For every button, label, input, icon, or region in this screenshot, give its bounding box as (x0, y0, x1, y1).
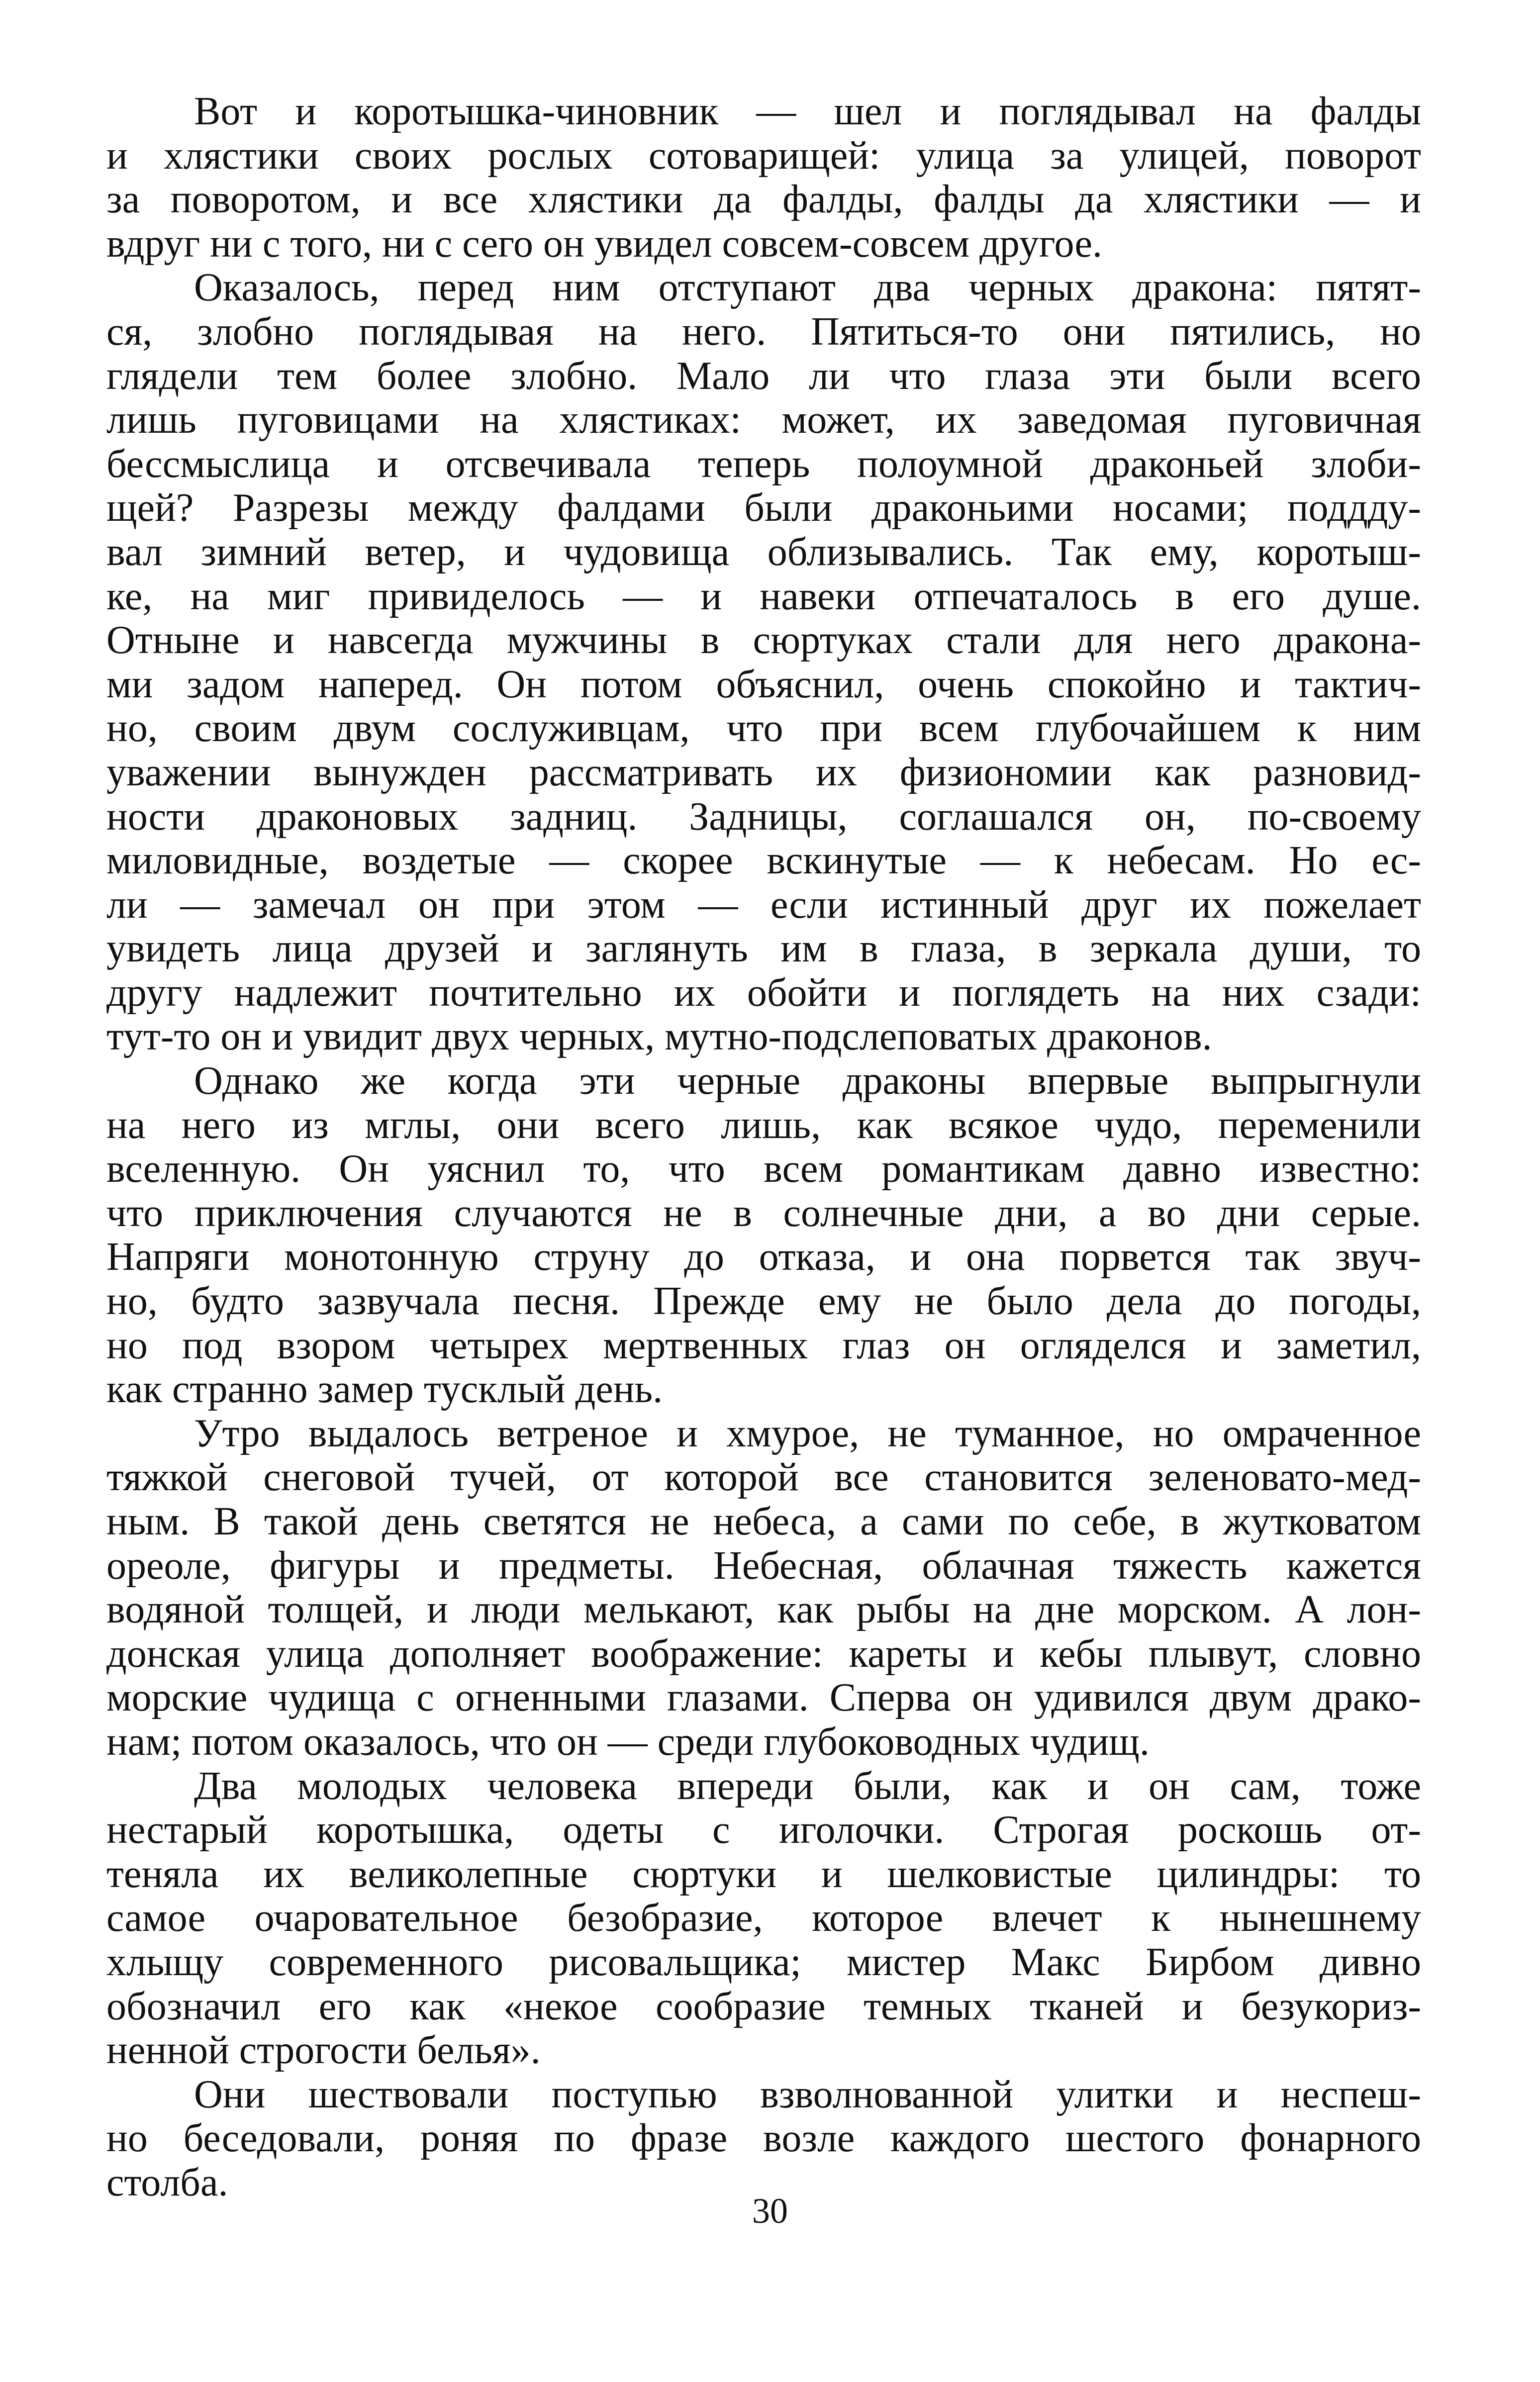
text-line: Вот и коротышка-чиновник — шел и поглядывал на фалды (194, 90, 1421, 133)
text-line: вал зимний ветер, и чудовища облизывались. Так ему, коротыш- (106, 530, 1421, 574)
text-line: но беседовали, роняя по фразе возле каждого шестого фонарного (106, 2116, 1421, 2161)
text-line: водяной толщей, и люди мелькают, как рыбы на дне морском. А лон- (106, 1588, 1421, 1632)
text-line: бессмыслица и отсвечивала теперь полоумной драконьей злоби- (106, 442, 1421, 486)
text-line: Оказалось, перед ним отступают два черных дракона: пятят- (194, 266, 1421, 310)
text-line: ми задом наперед. Он потом объяснил, очень спокойно и тактич- (106, 662, 1421, 706)
text-line: но, будто зазвучала песня. Прежде ему не было дела до погоды, (106, 1279, 1421, 1324)
text-line: другу надлежит почтительно их обойти и поглядеть на них сзади: (106, 970, 1421, 1015)
text-line: Однако же когда эти черные драконы впервые выпрыгнули (194, 1059, 1421, 1103)
text-line: но, своим двум сослуживцам, что при всем глубочайшем к ним (106, 706, 1421, 751)
text-line: самое очаровательное безобразие, которое влечет к нынешнему (106, 1896, 1421, 1940)
text-line: Утро выдалось ветреное и хмурое, не туманное, но омраченное (194, 1411, 1421, 1455)
text-line: ным. В такой день светятся не небеса, а сами по себе, в жутковатом (106, 1500, 1421, 1543)
text-line: за поворотом, и все хлястики да фалды, фалды да хлястики — и (106, 178, 1421, 222)
text-line: ли — замечал он при этом — если истинный друг их пожелает (106, 882, 1421, 927)
text-line: ненной строгости белья». (106, 2028, 541, 2073)
text-line: на него из мглы, они всего лишь, как всякое чудо, переменили (106, 1103, 1421, 1147)
text-line: увидеть лица друзей и заглянуть им в глаза, в зеркала души, то (106, 927, 1421, 971)
text-line: вдруг ни с того, ни с сего он увидел совсем-совсем другое. (106, 221, 1103, 266)
text-line: хлыщу современного рисовальщика; мистер Макс Бирбом дивно (106, 1940, 1421, 1984)
text-line: столба. (106, 2160, 228, 2204)
text-line: и хлястики своих рослых сотоварищей: улица за улицей, поворот (106, 133, 1421, 178)
text-line: нам; потом оказалось, что он — среди глубоководных чудищ. (106, 1719, 1150, 1764)
text-line: тяжкой снеговой тучей, от которой все становится зеленовато-мед- (106, 1455, 1421, 1500)
text-line: ности драконовых задниц. Задницы, соглашался он, по-своему (106, 794, 1421, 839)
text-line: как странно замер тусклый день. (106, 1367, 663, 1412)
text-line: ся, злобно поглядывая на него. Пятиться-то они пятились, но (106, 309, 1421, 354)
text-line: вселенную. Он уяснил то, что всем романтикам давно известно: (106, 1147, 1421, 1191)
text-line: Два молодых человека впереди были, как и он сам, тоже (194, 1764, 1421, 1808)
text-line: теняла их великолепные сюртуки и шелковистые цилиндры: то (106, 1852, 1421, 1896)
text-line: уважении вынужден рассматривать их физиономии как разновид- (106, 750, 1421, 794)
text-line: щей? Разрезы между фалдами были драконьими носами; поддду- (106, 486, 1421, 530)
text-line: Отныне и навсегда мужчины в сюртуках стали для него дракона- (106, 618, 1421, 663)
text-line: обозначил его как «некое сообразие темных тканей и безукориз- (106, 1984, 1421, 2028)
text-line: ореоле, фигуры и предметы. Небесная, облачная тяжесть кажется (106, 1543, 1421, 1588)
text-line: донская улица дополняет воображение: кареты и кебы плывут, словно (106, 1631, 1421, 1676)
book-page-text (106, 90, 1421, 2205)
text-line: миловидные, воздетые — скорее вскинутые — к небесам. Но ес- (106, 839, 1421, 883)
text-line: нестарый коротышка, одеты с иголочки. Строгая роскошь от- (106, 1808, 1421, 1852)
text-line: тут-то он и увидит двух черных, мутно-подслеповатых драконов. (106, 1015, 1212, 1059)
text-line: Они шествовали поступью взволнованной улитки и неспеш- (194, 2072, 1421, 2116)
page-number: 30 (752, 2191, 788, 2231)
text-line: ке, на миг привиделось — и навеки отпечаталось в его душе. (106, 574, 1421, 618)
text-line: но под взором четырех мертвенных глаз он огляделся и заметил, (106, 1323, 1421, 1367)
text-line: морские чудища с огненными глазами. Сперва он удивился двум драко- (106, 1676, 1421, 1720)
text-line: Напряги монотонную струну до отказа, и она порвется так звуч- (106, 1235, 1421, 1279)
text-line: лишь пуговицами на хлястиках: может, их заведомая пуговичная (106, 398, 1421, 442)
text-line: что приключения случаются не в солнечные дни, а во дни серые. (106, 1191, 1421, 1235)
text-line: глядели тем более злобно. Мало ли что глаза эти были всего (106, 354, 1421, 398)
